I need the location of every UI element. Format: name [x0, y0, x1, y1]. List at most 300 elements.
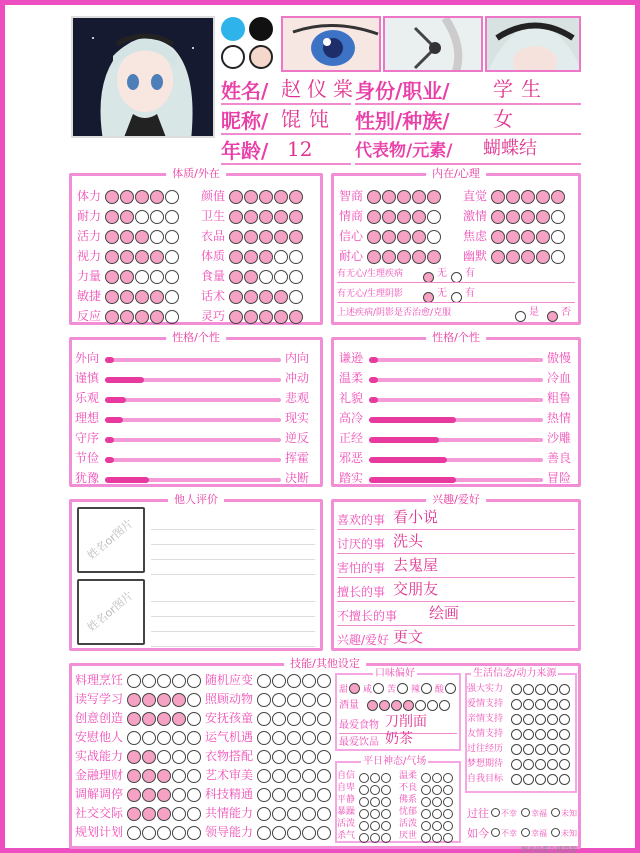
evaluation-line[interactable] [151, 646, 315, 647]
fate-option-dot[interactable] [521, 808, 530, 817]
fate-option-dot[interactable] [491, 808, 500, 817]
taste-checkbox[interactable] [397, 683, 408, 694]
rating-dot[interactable] [491, 210, 505, 224]
trait-slider-fill[interactable] [105, 477, 149, 483]
rating-dot[interactable] [127, 674, 141, 688]
rating-dot[interactable] [547, 729, 558, 740]
mood-rating[interactable] [359, 819, 392, 831]
skill-rating[interactable] [257, 768, 332, 783]
trait-slider-fill[interactable] [105, 357, 114, 363]
rating-dot[interactable] [359, 821, 369, 831]
trait-slider-fill[interactable] [369, 377, 378, 383]
rating-dot[interactable] [257, 712, 271, 726]
rating-dot[interactable] [382, 210, 396, 224]
rating-dot[interactable] [157, 750, 171, 764]
rating-dot[interactable] [443, 809, 453, 819]
rating-dot[interactable] [421, 797, 431, 807]
cure-no-dot[interactable] [547, 306, 559, 325]
rating-dot[interactable] [511, 759, 522, 770]
rating-dot[interactable] [287, 826, 301, 840]
rating-dot[interactable] [272, 807, 286, 821]
rating-dot[interactable] [381, 785, 391, 795]
rating-dot[interactable] [157, 731, 171, 745]
rating-dot[interactable] [367, 250, 381, 264]
rating-dot[interactable] [367, 230, 381, 244]
rating-dot[interactable] [172, 769, 186, 783]
rating-dot[interactable] [367, 190, 381, 204]
rating-dot[interactable] [172, 674, 186, 688]
rating-dot[interactable] [244, 290, 258, 304]
rating-dot[interactable] [289, 190, 303, 204]
rating-dot[interactable] [535, 729, 546, 740]
rating-dot[interactable] [302, 769, 316, 783]
physique-stat-rating[interactable] [229, 209, 304, 224]
physique-stat-rating[interactable] [229, 289, 304, 304]
belief-rating[interactable] [511, 713, 571, 725]
fate-option-dot[interactable] [551, 828, 560, 837]
trait-slider-fill[interactable] [369, 357, 378, 363]
rating-dot[interactable] [287, 731, 301, 745]
rating-dot[interactable] [521, 210, 535, 224]
physique-stat-rating[interactable] [229, 249, 304, 264]
rating-dot[interactable] [535, 759, 546, 770]
rating-dot[interactable] [367, 210, 381, 224]
rating-dot[interactable] [127, 693, 141, 707]
rating-dot[interactable] [523, 744, 534, 755]
rating-dot[interactable] [287, 769, 301, 783]
rating-dot[interactable] [370, 773, 380, 783]
rating-dot[interactable] [381, 773, 391, 783]
rating-dot[interactable] [381, 797, 391, 807]
rating-dot[interactable] [187, 807, 201, 821]
rating-dot[interactable] [535, 774, 546, 785]
belief-rating[interactable] [511, 698, 571, 710]
rating-dot[interactable] [105, 210, 119, 224]
rating-dot[interactable] [229, 230, 243, 244]
rating-dot[interactable] [135, 230, 149, 244]
rating-dot[interactable] [157, 674, 171, 688]
rating-dot[interactable] [359, 809, 369, 819]
rating-dot[interactable] [272, 712, 286, 726]
rating-dot[interactable] [302, 693, 316, 707]
rating-dot[interactable] [535, 714, 546, 725]
rating-dot[interactable] [523, 729, 534, 740]
mood-rating[interactable] [421, 819, 454, 831]
rating-dot[interactable] [506, 250, 520, 264]
rating-dot[interactable] [229, 310, 243, 324]
rating-dot[interactable] [521, 250, 535, 264]
rating-dot[interactable] [135, 250, 149, 264]
rating-dot[interactable] [382, 190, 396, 204]
mood-rating[interactable] [421, 795, 454, 807]
rating-dot[interactable] [370, 785, 380, 795]
rating-dot[interactable] [559, 684, 570, 695]
trait-slider-fill[interactable] [369, 457, 447, 463]
rating-dot[interactable] [187, 731, 201, 745]
skill-rating[interactable] [257, 787, 332, 802]
skill-rating[interactable] [127, 825, 202, 840]
rating-dot[interactable] [127, 712, 141, 726]
rating-dot[interactable] [382, 250, 396, 264]
skill-rating[interactable] [257, 730, 332, 745]
rating-dot[interactable] [370, 809, 380, 819]
rating-dot[interactable] [535, 744, 546, 755]
rating-dot[interactable] [165, 290, 179, 304]
rating-dot[interactable] [127, 769, 141, 783]
belief-rating[interactable] [511, 743, 571, 755]
rating-dot[interactable] [381, 809, 391, 819]
skill-rating[interactable] [127, 730, 202, 745]
rating-dot[interactable] [244, 250, 258, 264]
physique-stat-rating[interactable] [105, 309, 180, 324]
physique-stat-rating[interactable] [105, 289, 180, 304]
rating-dot[interactable] [142, 712, 156, 726]
rating-dot[interactable] [559, 699, 570, 710]
rating-dot[interactable] [317, 750, 331, 764]
rating-dot[interactable] [432, 785, 442, 795]
rating-dot[interactable] [105, 250, 119, 264]
rating-dot[interactable] [535, 684, 546, 695]
rating-dot[interactable] [259, 270, 273, 284]
rating-dot[interactable] [259, 250, 273, 264]
rating-dot[interactable] [547, 714, 558, 725]
skill-rating[interactable] [257, 673, 332, 688]
rating-dot[interactable] [287, 693, 301, 707]
rating-dot[interactable] [127, 750, 141, 764]
rating-dot[interactable] [142, 788, 156, 802]
physique-stat-rating[interactable] [229, 309, 304, 324]
mood-rating[interactable] [359, 807, 392, 819]
inner-stat-rating[interactable] [367, 189, 442, 204]
inner-stat-rating[interactable] [491, 189, 566, 204]
rating-dot[interactable] [523, 714, 534, 725]
rating-dot[interactable] [511, 744, 522, 755]
rating-dot[interactable] [257, 731, 271, 745]
rating-dot[interactable] [257, 826, 271, 840]
rating-dot[interactable] [536, 230, 550, 244]
rating-dot[interactable] [511, 729, 522, 740]
rating-dot[interactable] [187, 769, 201, 783]
mood-rating[interactable] [421, 831, 454, 843]
rating-dot[interactable] [157, 693, 171, 707]
shadow-yes-dot[interactable] [451, 287, 463, 306]
trait-slider-fill[interactable] [105, 457, 114, 463]
physique-stat-rating[interactable] [105, 189, 180, 204]
taste-checkbox[interactable] [349, 683, 360, 694]
mood-rating[interactable] [359, 783, 392, 795]
rating-dot[interactable] [551, 210, 565, 224]
skill-rating[interactable] [127, 749, 202, 764]
rating-dot[interactable] [289, 270, 303, 284]
physique-stat-rating[interactable] [105, 249, 180, 264]
rating-dot[interactable] [274, 270, 288, 284]
trait-slider-fill[interactable] [369, 417, 456, 423]
rating-dot[interactable] [559, 744, 570, 755]
rating-dot[interactable] [427, 230, 441, 244]
rating-dot[interactable] [397, 250, 411, 264]
skill-rating[interactable] [257, 749, 332, 764]
cure-yes-dot[interactable] [515, 306, 527, 325]
fate-option-dot[interactable] [551, 808, 560, 817]
rating-dot[interactable] [187, 788, 201, 802]
rating-dot[interactable] [547, 774, 558, 785]
evaluation-line[interactable] [151, 574, 315, 575]
rating-dot[interactable] [443, 773, 453, 783]
rating-dot[interactable] [157, 826, 171, 840]
skill-rating[interactable] [127, 806, 202, 821]
rating-dot[interactable] [272, 750, 286, 764]
rating-dot[interactable] [105, 290, 119, 304]
rating-dot[interactable] [259, 190, 273, 204]
rating-dot[interactable] [165, 250, 179, 264]
rating-dot[interactable] [302, 788, 316, 802]
rating-dot[interactable] [421, 809, 431, 819]
rating-dot[interactable] [443, 797, 453, 807]
rating-dot[interactable] [302, 807, 316, 821]
rating-dot[interactable] [259, 290, 273, 304]
rating-dot[interactable] [381, 833, 391, 843]
rating-dot[interactable] [187, 750, 201, 764]
rating-dot[interactable] [257, 693, 271, 707]
rating-dot[interactable] [187, 826, 201, 840]
rating-dot[interactable] [289, 290, 303, 304]
rating-dot[interactable] [274, 230, 288, 244]
rating-dot[interactable] [559, 759, 570, 770]
rating-dot[interactable] [370, 797, 380, 807]
rating-dot[interactable] [127, 731, 141, 745]
rating-dot[interactable] [511, 714, 522, 725]
rating-dot[interactable] [317, 807, 331, 821]
rating-dot[interactable] [257, 769, 271, 783]
rating-dot[interactable] [523, 684, 534, 695]
rating-dot[interactable] [150, 230, 164, 244]
physique-stat-rating[interactable] [229, 269, 304, 284]
physique-stat-rating[interactable] [229, 189, 304, 204]
mood-rating[interactable] [421, 807, 454, 819]
rating-dot[interactable] [289, 210, 303, 224]
rating-dot[interactable] [142, 693, 156, 707]
rating-dot[interactable] [135, 270, 149, 284]
rating-dot[interactable] [120, 210, 134, 224]
rating-dot[interactable] [272, 674, 286, 688]
rating-dot[interactable] [359, 797, 369, 807]
rating-dot[interactable] [523, 759, 534, 770]
skill-rating[interactable] [127, 692, 202, 707]
rating-dot[interactable] [272, 788, 286, 802]
rating-dot[interactable] [523, 699, 534, 710]
rating-dot[interactable] [551, 230, 565, 244]
rating-dot[interactable] [172, 826, 186, 840]
rating-dot[interactable] [165, 270, 179, 284]
rating-dot[interactable] [432, 833, 442, 843]
rating-dot[interactable] [229, 290, 243, 304]
physique-stat-rating[interactable] [105, 209, 180, 224]
rating-dot[interactable] [547, 684, 558, 695]
rating-dot[interactable] [120, 230, 134, 244]
rating-dot[interactable] [397, 210, 411, 224]
belief-rating[interactable] [511, 758, 571, 770]
rating-dot[interactable] [150, 270, 164, 284]
skill-rating[interactable] [257, 711, 332, 726]
rating-dot[interactable] [105, 270, 119, 284]
rating-dot[interactable] [120, 290, 134, 304]
rating-dot[interactable] [302, 712, 316, 726]
rating-dot[interactable] [521, 230, 535, 244]
trait-slider-fill[interactable] [105, 437, 114, 443]
rating-dot[interactable] [381, 821, 391, 831]
rating-dot[interactable] [317, 693, 331, 707]
evaluation-line[interactable] [151, 559, 315, 560]
rating-dot[interactable] [412, 250, 426, 264]
evaluation-line[interactable] [151, 616, 315, 617]
evaluation-line[interactable] [151, 544, 315, 545]
rating-dot[interactable] [287, 712, 301, 726]
rating-dot[interactable] [135, 290, 149, 304]
rating-dot[interactable] [412, 210, 426, 224]
rating-dot[interactable] [165, 190, 179, 204]
rating-dot[interactable] [127, 788, 141, 802]
rating-dot[interactable] [187, 693, 201, 707]
rating-dot[interactable] [506, 210, 520, 224]
rating-dot[interactable] [547, 759, 558, 770]
rating-dot[interactable] [274, 190, 288, 204]
rating-dot[interactable] [135, 310, 149, 324]
inner-stat-rating[interactable] [491, 249, 566, 264]
trait-slider-fill[interactable] [105, 417, 123, 423]
rating-dot[interactable] [359, 773, 369, 783]
disease-none-dot[interactable] [423, 267, 435, 286]
rating-dot[interactable] [172, 750, 186, 764]
rating-dot[interactable] [120, 270, 134, 284]
rating-dot[interactable] [359, 785, 369, 795]
rating-dot[interactable] [317, 731, 331, 745]
rating-dot[interactable] [302, 750, 316, 764]
rating-dot[interactable] [443, 821, 453, 831]
rating-dot[interactable] [257, 750, 271, 764]
mood-rating[interactable] [421, 771, 454, 783]
rating-dot[interactable] [421, 821, 431, 831]
rating-dot[interactable] [172, 731, 186, 745]
rating-dot[interactable] [317, 674, 331, 688]
rating-dot[interactable] [491, 230, 505, 244]
rating-dot[interactable] [172, 712, 186, 726]
rating-dot[interactable] [412, 190, 426, 204]
rating-dot[interactable] [443, 833, 453, 843]
rating-dot[interactable] [127, 807, 141, 821]
rating-dot[interactable] [120, 310, 134, 324]
rating-dot[interactable] [142, 769, 156, 783]
rating-dot[interactable] [272, 693, 286, 707]
trait-slider-fill[interactable] [369, 477, 456, 483]
rating-dot[interactable] [421, 773, 431, 783]
rating-dot[interactable] [511, 699, 522, 710]
physique-stat-rating[interactable] [105, 269, 180, 284]
rating-dot[interactable] [257, 807, 271, 821]
trait-slider-fill[interactable] [369, 437, 439, 443]
rating-dot[interactable] [165, 210, 179, 224]
rating-dot[interactable] [274, 210, 288, 224]
rating-dot[interactable] [521, 190, 535, 204]
rating-dot[interactable] [559, 774, 570, 785]
rating-dot[interactable] [150, 310, 164, 324]
rating-dot[interactable] [187, 712, 201, 726]
mood-rating[interactable] [359, 831, 392, 843]
rating-dot[interactable] [120, 250, 134, 264]
rating-dot[interactable] [547, 744, 558, 755]
rating-dot[interactable] [421, 785, 431, 795]
rating-dot[interactable] [559, 714, 570, 725]
rating-dot[interactable] [157, 769, 171, 783]
rating-dot[interactable] [257, 788, 271, 802]
rating-dot[interactable] [157, 788, 171, 802]
rating-dot[interactable] [287, 788, 301, 802]
evaluator-photo-2[interactable] [77, 579, 145, 645]
rating-dot[interactable] [427, 210, 441, 224]
rating-dot[interactable] [491, 190, 505, 204]
rating-dot[interactable] [257, 674, 271, 688]
inner-stat-rating[interactable] [367, 229, 442, 244]
skill-rating[interactable] [257, 692, 332, 707]
rating-dot[interactable] [432, 809, 442, 819]
rating-dot[interactable] [559, 729, 570, 740]
rating-dot[interactable] [427, 190, 441, 204]
rating-dot[interactable] [547, 699, 558, 710]
belief-rating[interactable] [511, 728, 571, 740]
rating-dot[interactable] [432, 797, 442, 807]
rating-dot[interactable] [287, 807, 301, 821]
rating-dot[interactable] [317, 769, 331, 783]
rating-dot[interactable] [105, 310, 119, 324]
rating-dot[interactable] [187, 674, 201, 688]
rating-dot[interactable] [229, 190, 243, 204]
rating-dot[interactable] [302, 826, 316, 840]
rating-dot[interactable] [432, 773, 442, 783]
rating-dot[interactable] [150, 210, 164, 224]
skill-rating[interactable] [257, 806, 332, 821]
rating-dot[interactable] [302, 674, 316, 688]
rating-dot[interactable] [432, 821, 442, 831]
rating-dot[interactable] [244, 210, 258, 224]
rating-dot[interactable] [127, 826, 141, 840]
rating-dot[interactable] [274, 290, 288, 304]
rating-dot[interactable] [523, 774, 534, 785]
rating-dot[interactable] [142, 826, 156, 840]
rating-dot[interactable] [120, 190, 134, 204]
rating-dot[interactable] [287, 750, 301, 764]
rating-dot[interactable] [150, 250, 164, 264]
rating-dot[interactable] [370, 833, 380, 843]
rating-dot[interactable] [370, 821, 380, 831]
trait-slider-fill[interactable] [105, 397, 126, 403]
skill-rating[interactable] [127, 787, 202, 802]
rating-dot[interactable] [359, 833, 369, 843]
rating-dot[interactable] [244, 310, 258, 324]
rating-dot[interactable] [172, 693, 186, 707]
rating-dot[interactable] [443, 785, 453, 795]
shadow-none-dot[interactable] [423, 287, 435, 306]
trait-slider-fill[interactable] [105, 377, 144, 383]
rating-dot[interactable] [142, 731, 156, 745]
rating-dot[interactable] [289, 310, 303, 324]
rating-dot[interactable] [259, 210, 273, 224]
rating-dot[interactable] [244, 270, 258, 284]
mood-rating[interactable] [421, 783, 454, 795]
skill-rating[interactable] [257, 825, 332, 840]
rating-dot[interactable] [135, 210, 149, 224]
rating-dot[interactable] [274, 310, 288, 324]
trait-slider-fill[interactable] [369, 397, 378, 403]
rating-dot[interactable] [289, 250, 303, 264]
